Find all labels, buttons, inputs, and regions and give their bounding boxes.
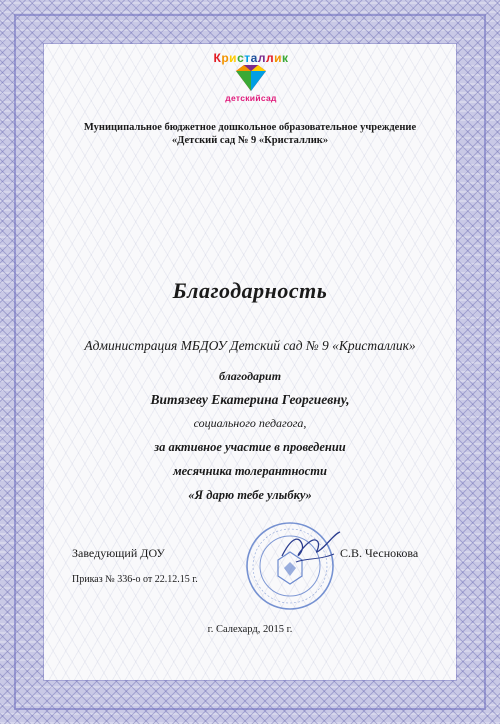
administration-text: Администрация МБДОУ Детский сад № 9 «Кристаллик»	[84, 338, 416, 353]
logo-letter: т	[244, 51, 251, 65]
recipient-name: Витязеву Екатерина Георгиевну,	[150, 392, 350, 407]
logo-letter: к	[281, 51, 289, 65]
reason-line-2: месячника толерантности	[173, 464, 327, 478]
crystal-gem-icon	[232, 63, 270, 93]
logo-letter: с	[237, 51, 245, 65]
organization-name	[44, 121, 456, 147]
recipient-position: социального педагога,	[193, 416, 307, 430]
order-reference: Приказ № 336-о от 22.12.15 г.	[72, 574, 198, 585]
reason-line-1: за активное участие в проведении	[154, 440, 346, 454]
logo-letter: К	[213, 51, 222, 65]
head-name: С.В. Чеснокова	[340, 546, 419, 560]
logo-letter: р	[221, 51, 230, 65]
thanks-text: благодарит	[218, 369, 282, 383]
logo-subtitle: детскийсад	[225, 93, 277, 103]
organization-line-1: Муниципальное бюджетное дошкольное образовательное учреждение	[83, 122, 417, 133]
logo-letter: л	[265, 51, 275, 65]
logo-letter: а	[250, 51, 258, 65]
logo-letter: л	[257, 51, 266, 65]
head-position: Заведующий ДОУ	[72, 546, 165, 560]
event-name: «Я дарю тебе улыбку»	[188, 488, 312, 502]
logo-letter: и	[229, 51, 238, 65]
place-and-date: г. Салехард, 2015 г.	[207, 624, 293, 635]
handwritten-signature	[276, 522, 346, 572]
kristallik-logo	[208, 51, 294, 109]
document-title: Благодарность	[172, 278, 328, 303]
organization-line-2: «Детский сад № 9 «Кристаллик»	[171, 135, 329, 146]
logo-letter: и	[274, 51, 282, 65]
